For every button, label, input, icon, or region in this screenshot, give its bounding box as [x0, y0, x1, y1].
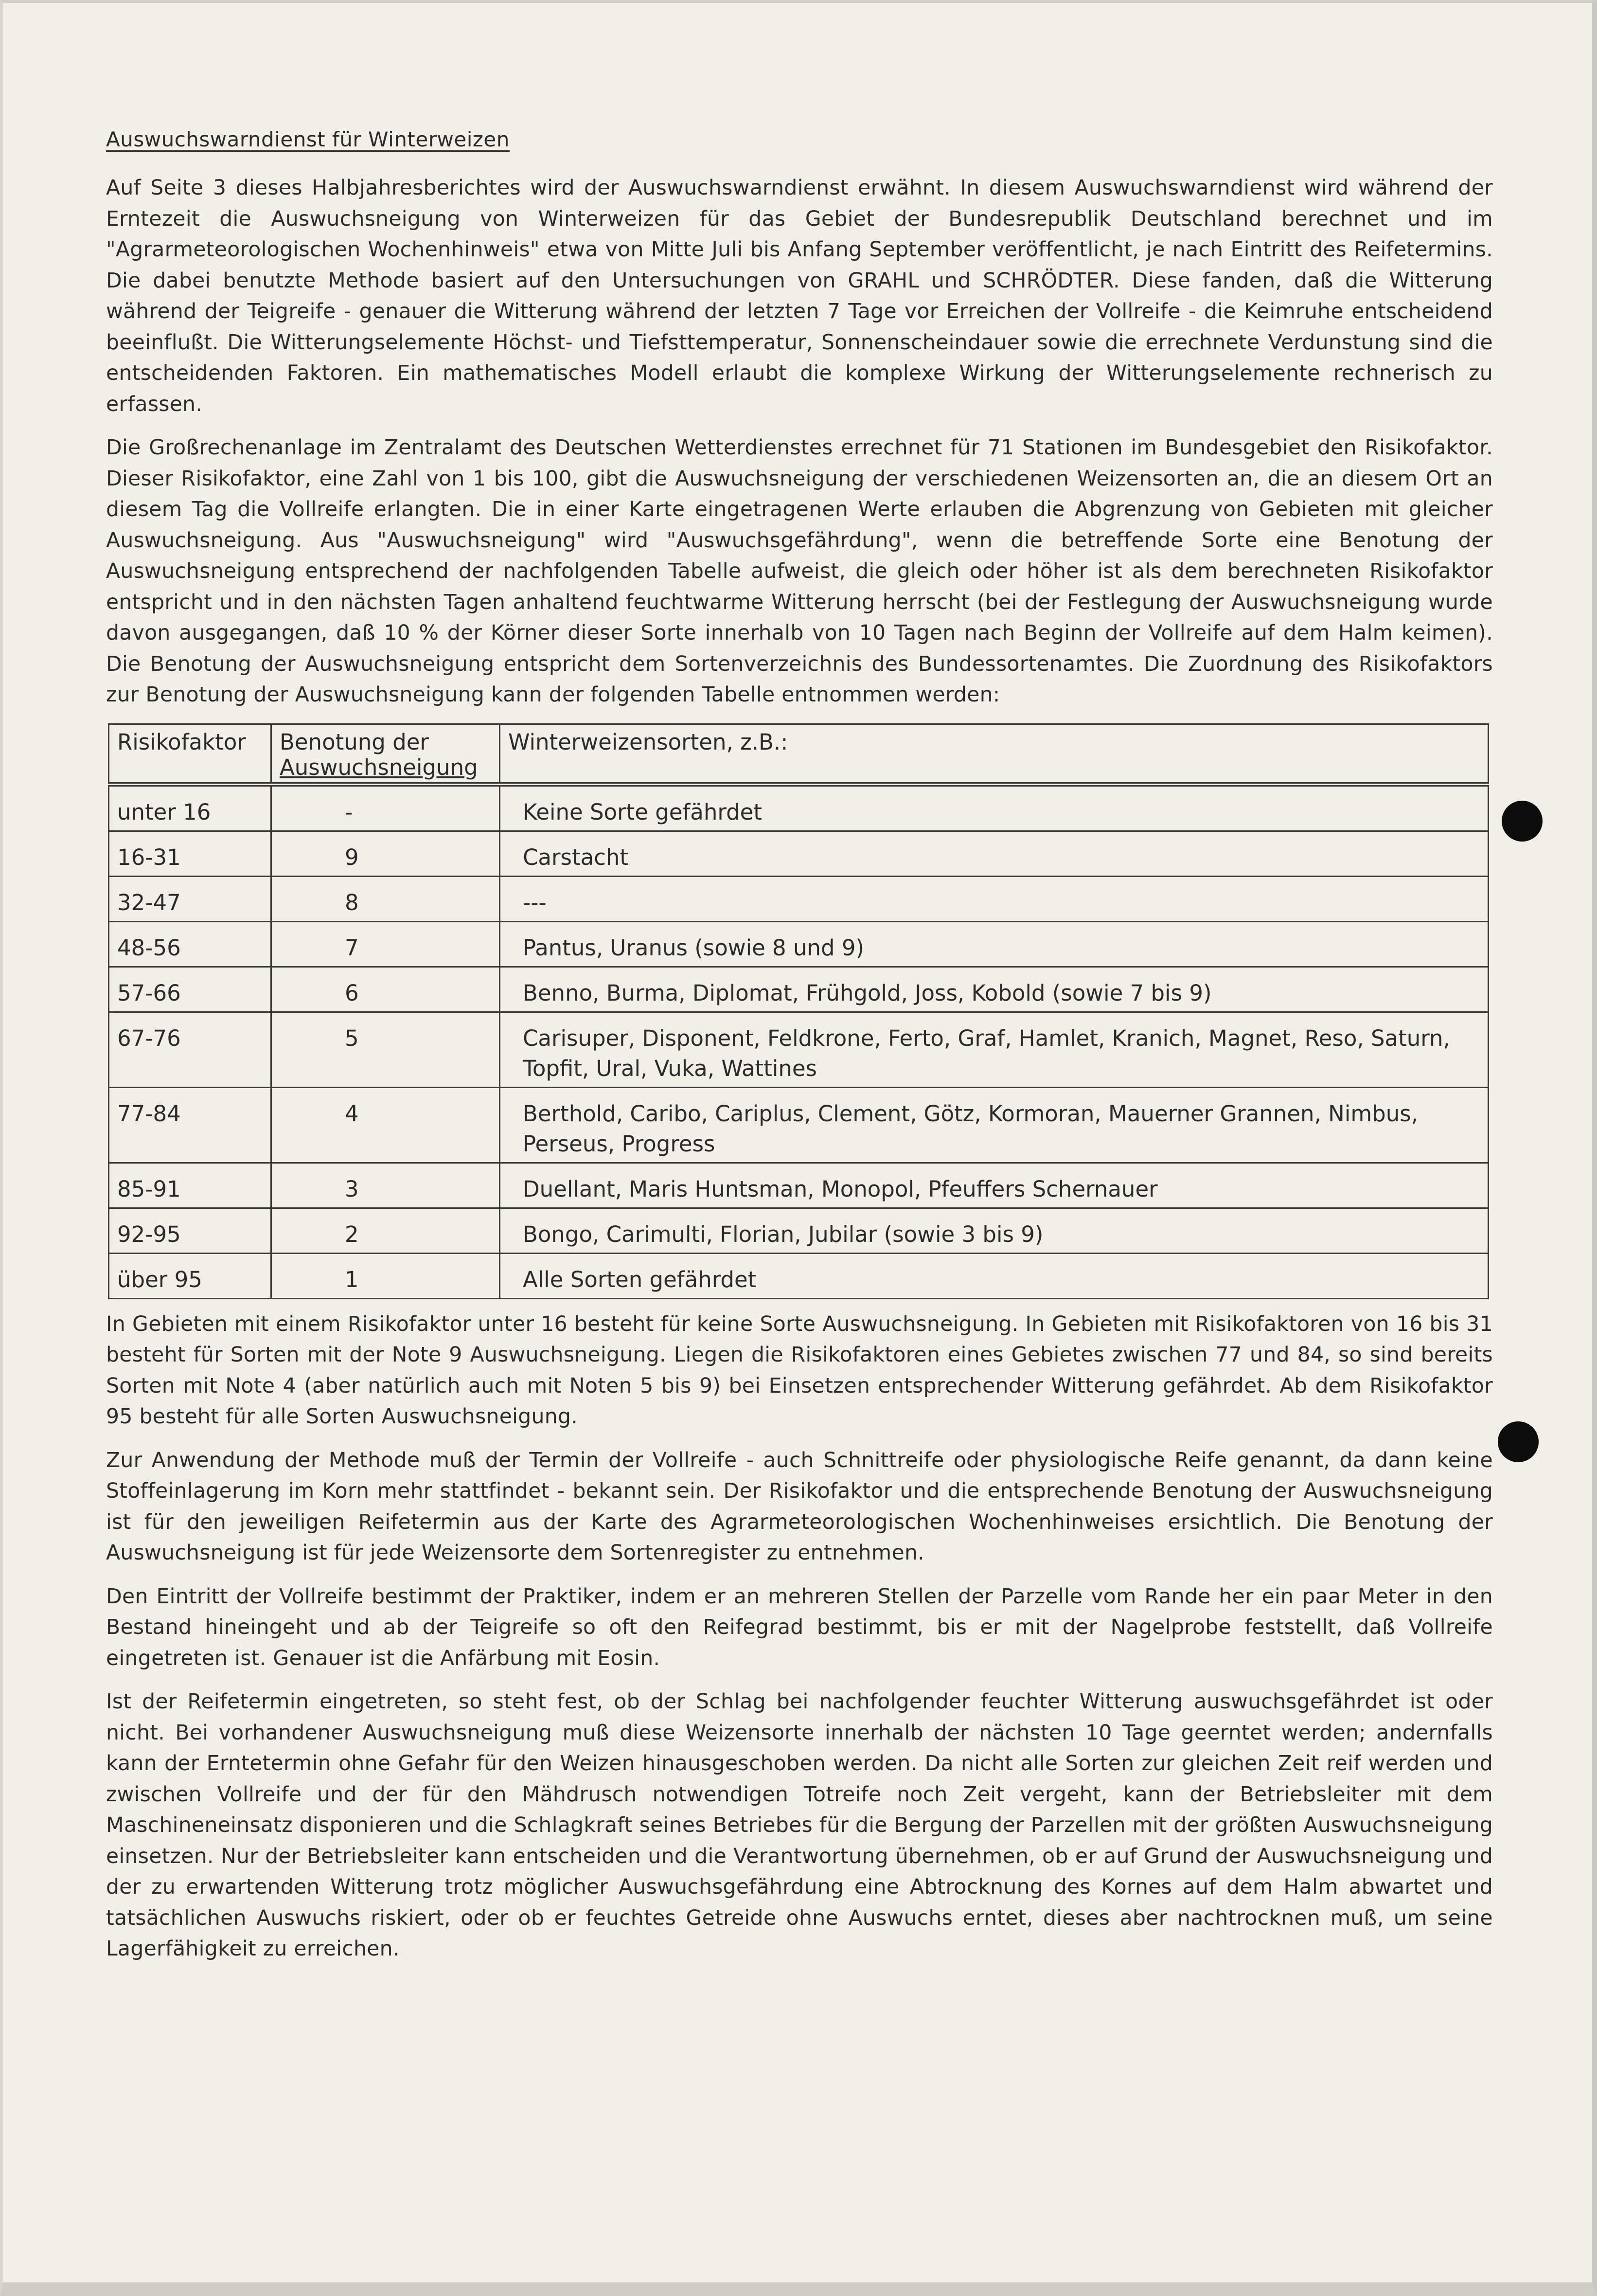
header-rating-line1: Benotung der: [280, 729, 429, 755]
cell-varieties: Berthold, Caribo, Cariplus, Clement, Götz, Kormoran, Mauerner Grannen, Nimbus, Perseus, Progress: [500, 1087, 1489, 1163]
table-body: [109, 784, 1489, 1298]
paragraph: Den Eintritt der Vollreife bestimmt der Praktiker, indem er an mehreren Stellen der Parzelle vom Rande her ein paar Meter in den Bestand hineingeht und ab der Teigreife so oft den Reifegrad bestimmt, bis er mit der Nagelprobe feststellt, daß Vollreife eingetreten ist. Genauer ist die Anfärbung mit Eosin.: [106, 1584, 1493, 1670]
cell-varieties: ---: [500, 876, 1489, 921]
table-row: [109, 1253, 1489, 1298]
cell-rating: 4: [271, 1087, 500, 1163]
cell-risk: 57-66: [109, 967, 271, 1012]
header-rating-line2: Auswuchsneigung: [280, 754, 478, 780]
cell-risk: unter 16: [109, 784, 271, 831]
cell-rating: 8: [271, 876, 500, 921]
cell-rating: 9: [271, 831, 500, 876]
header-varieties: Winterweizensorten, z.B.:: [500, 724, 1489, 784]
cell-risk: 16-31: [109, 831, 271, 876]
table-row: [109, 1087, 1489, 1163]
table-header-row: [109, 724, 1489, 784]
header-rating: [271, 724, 500, 784]
table-row: [109, 1163, 1489, 1208]
cell-rating: 5: [271, 1012, 500, 1087]
page-title: Auswuchswarndienst für Winterweizen: [106, 127, 510, 151]
cell-risk: über 95: [109, 1253, 271, 1298]
paragraph: In Gebieten mit einem Risikofaktor unter 16 besteht für keine Sorte Auswuchsneigung. In Gebieten mit Risikofaktoren von 16 bis 31 besteht für Sorten mit der Note 9 Auswuchsneigung. Liegen die Risikofaktoren eines Gebietes zwischen 77 und 84, so sind bereits Sorten mit Note 4 (aber natürlich auch mit Noten 5 bis 9) bei Einsetzen entsprechender Witterung gefährdet. Ab dem Risikofaktor 95 besteht für alle Sorten Auswuchsneigung.: [106, 1312, 1493, 1429]
cell-risk: 85-91: [109, 1163, 271, 1208]
cell-varieties: Benno, Burma, Diplomat, Frühgold, Joss, Kobold (sowie 7 bis 9): [500, 967, 1489, 1012]
table-row: [109, 967, 1489, 1012]
cell-varieties: Pantus, Uranus (sowie 8 und 9): [500, 921, 1489, 967]
cell-risk: 67-76: [109, 1012, 271, 1087]
table-row: [109, 831, 1489, 876]
cell-risk: 48-56: [109, 921, 271, 967]
cell-varieties: Carstacht: [500, 831, 1489, 876]
paragraph: Zur Anwendung der Methode muß der Termin der Vollreife - auch Schnittreife oder physiologische Reife genannt, da dann keine Stoffeinlagerung im Korn mehr stattfindet - bekannt sein. Der Risikofaktor und die entsprechende Benotung der Auswuchsneigung ist für den jeweiligen Reifetermin aus der Karte des Agrarmeteorologischen Wochenhinweises ersichtlich. Die Benotung der Auswuchsneigung ist für jede Weizensorte dem Sortenregister zu entnehmen.: [106, 1448, 1493, 1565]
punch-hole: [1502, 801, 1543, 842]
table-row: [109, 1208, 1489, 1253]
table-row: [109, 921, 1489, 967]
paragraph: Auf Seite 3 dieses Halbjahresberichtes wird der Auswuchswarndienst erwähnt. In diesem Auswuchswarndienst wird während der Erntezeit die Auswuchsneigung von Winterweizen für das Gebiet der Bundesrepublik Deutschland berechnet und im "Agrarmeteorologischen Wochenhinweis" etwa von Mitte Juli bis Anfang September veröffentlicht, je nach Eintritt des Reifetermins. Die dabei benutzte Methode basiert auf den Untersuchungen von GRAHL und SCHRÖDTER. Diese fanden, daß die Witterung während der Teigreife - genauer die Witterung während der letzten 7 Tage vor Erreichen der Vollreife - die Keimruhe entscheidend beeinflußt. Die Witterungselemente Höchst- und Tiefsttemperatur, Sonnenscheindauer sowie die errechnete Verdunstung sind die entscheidenden Faktoren. Ein mathematisches Modell erlaubt die komplexe Wirkung der Witterungselemente rechnerisch zu erfassen.: [106, 176, 1493, 416]
paragraph: Die Großrechenanlage im Zentralamt des Deutschen Wetterdienstes errechnet für 71 Stationen im Bundesgebiet den Risikofaktor. Dieser Risikofaktor, eine Zahl von 1 bis 100, gibt die Auswuchsneigung der verschiedenen Weizensorten an, die an diesem Ort an diesem Tag die Vollreife erlangten. Die in einer Karte eingetragenen Werte erlauben die Abgrenzung von Gebieten mit gleicher Auswuchsneigung. Aus "Auswuchsneigung" wird "Auswuchsgefährdung", wenn die betreffende Sorte eine Benotung der Auswuchsneigung entsprechend der nachfolgenden Tabelle aufweist, die gleich oder höher ist als dem berechneten Risikofaktor entspricht und in den nächsten Tagen anhaltend feuchtwarme Witterung herrscht (bei der Festlegung der Auswuchsneigung wurde davon ausgegangen, daß 10 % der Körner dieser Sorte innerhalb von 10 Tagen nach Beginn der Vollreife auf dem Halm keimen). Die Benotung der Auswuchsneigung entspricht dem Sortenverzeichnis des Bundessortenamtes. Die Zuordnung des Risikofaktors zur Benotung der Auswuchsneigung kann der folgenden Tabelle entnommen werden:: [106, 436, 1493, 707]
cell-risk: 77-84: [109, 1087, 271, 1163]
cell-risk: 92-95: [109, 1208, 271, 1253]
cell-varieties: Bongo, Carimulti, Florian, Jubilar (sowie 3 bis 9): [500, 1208, 1489, 1253]
paragraph: Ist der Reifetermin eingetreten, so steht fest, ob der Schlag bei nachfolgender feuchter Witterung auswuchsgefährdet ist oder nicht. Bei vorhandener Auswuchsneigung muß diese Weizensorte innerhalb der nächsten 10 Tage geerntet werden; andernfalls kann der Erntetermin ohne Gefahr für den Weizen hinausgeschoben werden. Da nicht alle Sorten zur gleichen Zeit reif werden und zwischen Vollreife und der für den Mähdrusch notwendigen Totreife noch Zeit vergeht, kann der Betriebsleiter mit dem Maschineneinsatz disponieren und die Schlagkraft seines Betriebes für die Bergung der Parzellen mit der größten Auswuchsneigung einsetzen. Nur der Betriebsleiter kann entscheiden und die Verantwortung übernehmen, ob er auf Grund der Auswuchsneigung und der zu erwartenden Witterung trotz möglicher Auswuchsgefährdung eine Abtrocknung des Kornes auf dem Halm abwartet und tatsächlichen Auswuchs riskiert, oder ob er feuchtes Getreide ohne Auswuchs erntet, dieses aber nachtrocknen muß, um seine Lagerfähigkeit zu erreichen.: [106, 1690, 1493, 1961]
punch-hole: [1498, 1421, 1539, 1462]
cell-rating: 3: [271, 1163, 500, 1208]
cell-rating: 2: [271, 1208, 500, 1253]
table-row: [109, 1012, 1489, 1087]
header-risk-factor: Risikofaktor: [109, 724, 271, 784]
cell-risk: 32-47: [109, 876, 271, 921]
risk-factor-table: [108, 723, 1489, 1299]
document-body: [106, 127, 1493, 1977]
cell-rating: -: [271, 784, 500, 831]
cell-varieties: Duellant, Maris Huntsman, Monopol, Pfeuffers Schernauer: [500, 1163, 1489, 1208]
cell-rating: 1: [271, 1253, 500, 1298]
table-row: [109, 784, 1489, 831]
cell-varieties: Keine Sorte gefährdet: [500, 784, 1489, 831]
cell-varieties: Alle Sorten gefährdet: [500, 1253, 1489, 1298]
cell-rating: 7: [271, 921, 500, 967]
table-row: [109, 876, 1489, 921]
cell-varieties: Carisuper, Disponent, Feldkrone, Ferto, Graf, Hamlet, Kranich, Magnet, Reso, Saturn, Topfit, Ural, Vuka, Wattines: [500, 1012, 1489, 1087]
cell-rating: 6: [271, 967, 500, 1012]
